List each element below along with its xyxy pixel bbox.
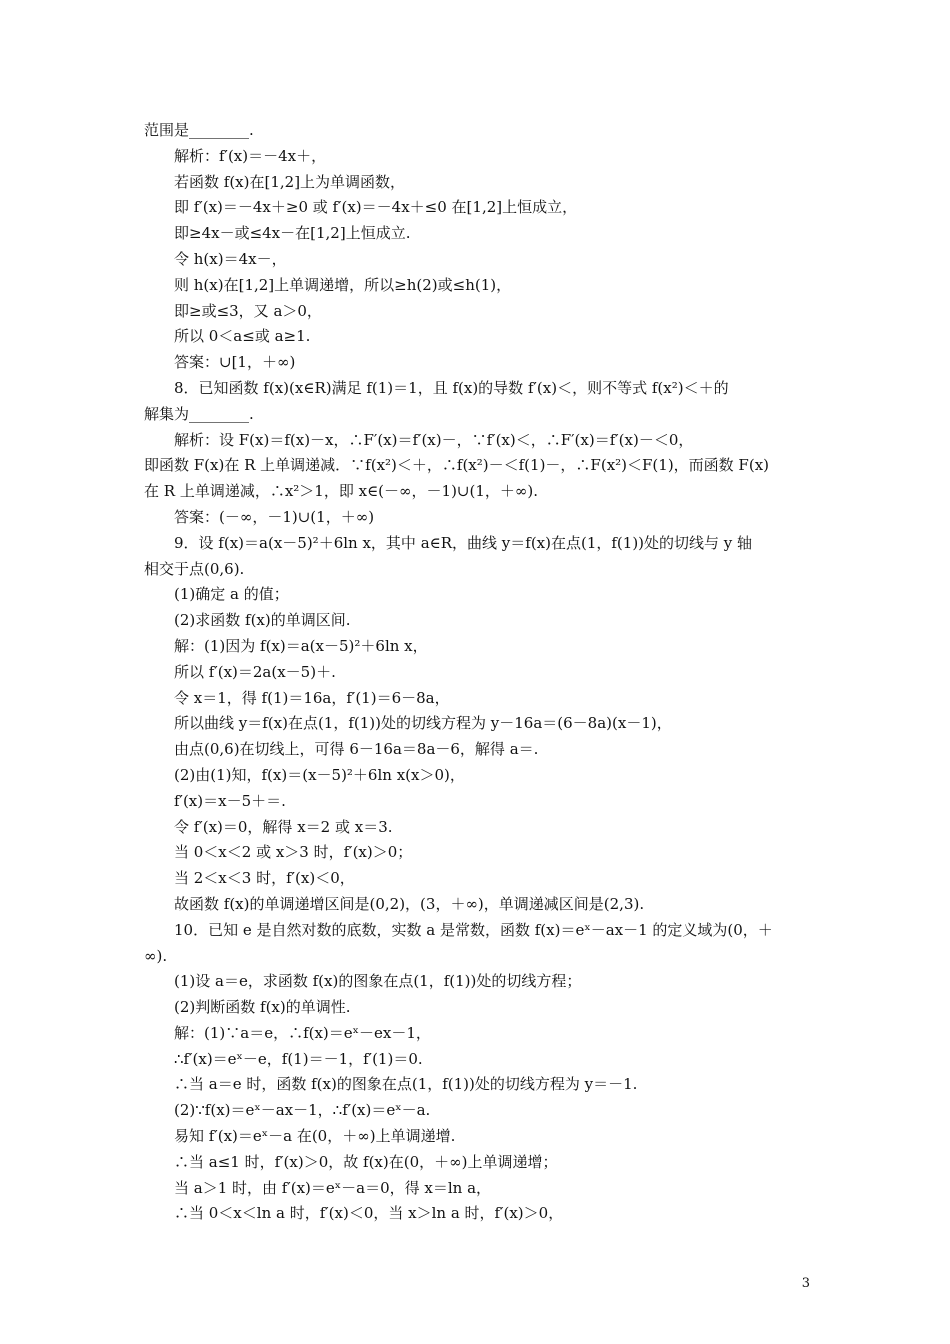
text-line: 在 R 上单调递减，∴x²＞1，即 x∈(－∞，－1)∪(1，＋∞). <box>144 482 539 501</box>
text-line: 解析：设 F(x)＝f(x)－x，∴F′(x)＝f′(x)－，∵f′(x)＜，∴F′(x)＝f′(x)－＜0， <box>174 430 694 449</box>
text-line: ∴当 0＜x＜ln a 时，f′(x)＜0，当 x＞ln a 时，f′(x)＞0， <box>174 1204 564 1223</box>
text-line: (1)确定 a 的值； <box>174 585 289 604</box>
text-line: 9．设 f(x)＝a(x－5)²＋6ln x，其中 a∈R，曲线 y＝f(x)在点(1，f(1))处的切线与 y 轴 <box>174 533 753 552</box>
text-line: 令 h(x)＝4x－， <box>174 249 287 268</box>
text-line: 解：(1)因为 f(x)＝a(x－5)²＋6ln x， <box>174 636 428 655</box>
text-line: (2)求函数 f(x)的单调区间. <box>174 611 351 630</box>
text-line: 所以 0＜a≤或 a≥1. <box>174 327 311 346</box>
text-line: 令 x＝1，得 f(1)＝16a，f′(1)＝6－8a， <box>174 688 450 707</box>
text-line: (2)判断函数 f(x)的单调性. <box>174 998 351 1017</box>
text-line: f′(x)＝x－5＋＝. <box>174 791 286 810</box>
text-line: 8．已知函数 f(x)(x∈R)满足 f(1)＝1，且 f(x)的导数 f′(x)＜，则不等式 f(x²)＜＋的 <box>174 378 729 397</box>
text-line: 即 f′(x)＝－4x＋≥0 或 f′(x)＝－4x＋≤0 在[1,2]上恒成立， <box>174 198 578 217</box>
text-line: 若函数 f(x)在[1,2]上为单调函数， <box>174 172 406 191</box>
text-line: 所以 f′(x)＝2a(x－5)＋. <box>174 662 336 681</box>
text-line: 答案：(－∞，－1)∪(1，＋∞) <box>174 507 375 526</box>
text-line: 易知 f′(x)＝eˣ－a 在(0，＋∞)上单调递增. <box>174 1127 456 1146</box>
text-line: 当 0＜x＜2 或 x＞3 时，f′(x)＞0； <box>174 843 413 862</box>
text-line: ∞). <box>144 946 168 965</box>
text-line: 当 a＞1 时，由 f′(x)＝eˣ－a＝0，得 x＝ln a， <box>174 1178 492 1197</box>
text-line: 解：(1)∵a＝e，∴f(x)＝eˣ－ex－1， <box>174 1023 431 1042</box>
text-line: 解析：f′(x)＝－4x＋， <box>174 146 327 165</box>
text-line: 相交于点(0,6). <box>144 559 245 578</box>
text-line: 由点(0,6)在切线上，可得 6－16a＝8a－6，解得 a＝. <box>174 740 539 759</box>
text-line: 即函数 F(x)在 R 上单调递减．∵f(x²)＜＋，∴f(x²)－＜f(1)－，∴F(x²)＜F(1)，而函数 F(x) <box>144 456 770 475</box>
text-line: 即≥4x－或≤4x－在[1,2]上恒成立. <box>174 224 411 243</box>
text-line: 所以曲线 y＝f(x)在点(1，f(1))处的切线方程为 y－16a＝(6－8a)(x－1)， <box>174 714 672 733</box>
text-line: 当 2＜x＜3 时，f′(x)＜0， <box>174 869 355 888</box>
text-line: (1)设 a＝e，求函数 f(x)的图象在点(1，f(1))处的切线方程； <box>174 972 582 991</box>
text-line: 答案：∪[1，＋∞) <box>174 353 296 372</box>
text-line: ∴当 a≤1 时，f′(x)＞0，故 f(x)在(0，＋∞)上单调递增； <box>174 1152 558 1171</box>
text-line: 故函数 f(x)的单调递增区间是(0,2)，(3，＋∞)，单调递减区间是(2,3). <box>174 894 645 913</box>
text-line: 10．已知 e 是自然对数的底数，实数 a 是常数，函数 f(x)＝eˣ－ax－1 的定义域为(0，＋ <box>174 920 773 939</box>
text-line: 令 f′(x)＝0，解得 x＝2 或 x＝3. <box>174 817 393 836</box>
text-line: 解集为________. <box>144 404 254 423</box>
text-line: (2)由(1)知，f(x)＝(x－5)²＋6ln x(x＞0)， <box>174 765 465 784</box>
text-line: 则 h(x)在[1,2]上单调递增，所以≥h(2)或≤h(1)， <box>174 275 512 294</box>
page-number: 3 <box>801 1276 810 1291</box>
text-line: 即≥或≤3，又 a＞0， <box>174 301 322 320</box>
text-line: (2)∵f(x)＝eˣ－ax－1，∴f′(x)＝eˣ－a. <box>174 1101 431 1120</box>
document-body <box>144 118 808 1227</box>
text-line: 范围是________. <box>144 121 254 139</box>
text-line: ∴f′(x)＝eˣ－e，f(1)＝－1，f′(1)＝0. <box>174 1049 423 1068</box>
text-line: ∴当 a＝e 时，函数 f(x)的图象在点(1，f(1))处的切线方程为 y＝－1. <box>174 1075 638 1094</box>
